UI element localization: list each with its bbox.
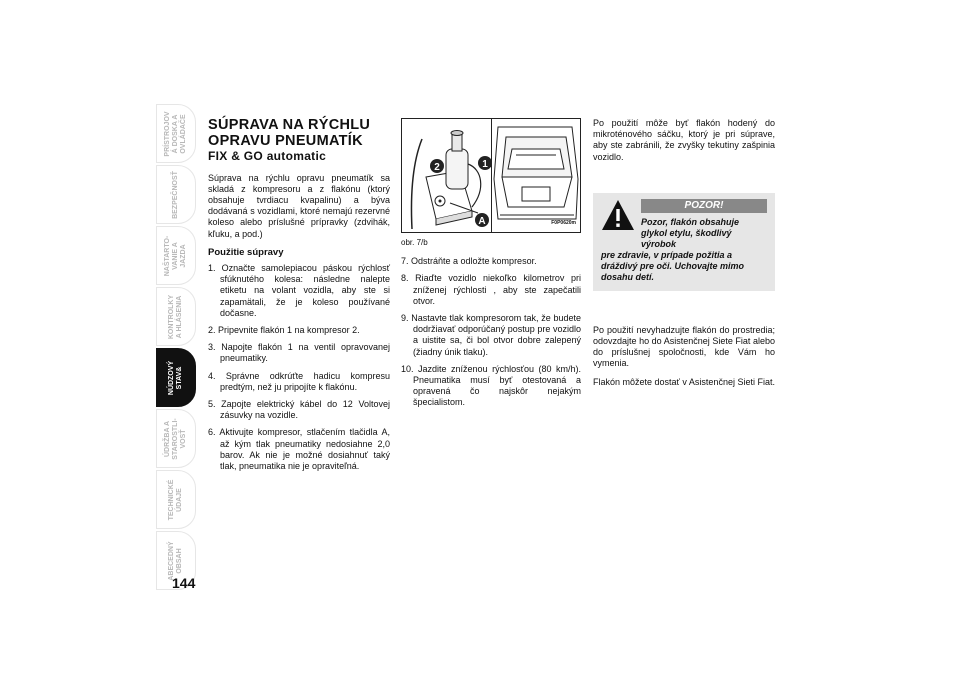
- step-item: 6. Aktivujte kompresor, stlačením tlačidla A, až kým tlak pneumatiky nedosiahne 2,0 barov. Ak nie je možné dosiahnuť taký tlak, pneumatika nie je opraviteľná.: [208, 427, 390, 471]
- usage-heading: Použitie súpravy: [208, 246, 284, 258]
- tab-label: ÚDRŽBA A STAROSTLI- VOSŤ: [164, 417, 187, 460]
- page-number: 144: [172, 575, 196, 591]
- intro-paragraph: Súprava na rýchlu opravu pneumatík sa skladá z kompresoru a z flakónu (ktorý obsahuje tvrdiacu kvapalinu) a býva dodávaná s vozidlami, ktoré nemajú rezervné koleso alebo príslušné prípravky (zdvihák, kľuku, a pod.): [208, 172, 390, 239]
- step-item: 1. Označte samolepiacou páskou rýchlosť sfúknutého kolesa: následne nalepte etiketu na volant vozidla, aby ste si zapamätali, že je koleso používané dočasne.: [208, 262, 390, 318]
- tab-nastartovanie[interactable]: [156, 226, 196, 285]
- chapter-tabs: [156, 104, 196, 592]
- figure-kit: [401, 118, 581, 233]
- tab-kontrolky[interactable]: [156, 287, 196, 346]
- figure-code: F0P0620m: [551, 219, 576, 226]
- tab-udrzba[interactable]: [156, 409, 196, 468]
- warning-lead: Pozor, flakón obsahuje glykol etylu, škodlivý výrobok: [641, 216, 740, 249]
- tab-label: NÚDZOVÝ STAV&: [168, 360, 183, 395]
- steps-list-2: [401, 256, 581, 408]
- step-item: 8. Riaďte vozidlo niekoľko kilometrov pri zníženej rýchlosti , aby ste zapečatili otvor.: [401, 273, 581, 306]
- disposal-paragraph: Po použití môže byť flakón hodený do mikroténového sáčku, ktorý je pri súprave, aby ste zabránili, že zvyšky tekutiny zašpinia vozidlo.: [593, 118, 775, 162]
- tab-pristrojova-doska[interactable]: [156, 104, 196, 163]
- step-item: 9. Nastavte tlak kompresorom tak, že budete dodržiavať odporúčaný postup pre vozidlo a uistite sa, či bol otvor dobre zalepený (žiadny únik tlaku).: [401, 313, 581, 357]
- disposal-paragraph-2: Po použití nevyhadzujte flakón do prostredia; odovzdajte ho do Asistenčnej Siete Fiat alebo do príslušnej spoločnosti, kde Vám ho vymenia.: [593, 324, 775, 369]
- availability-paragraph: Flakón môžete dostať v Asistenčnej Sieti Fiat.: [593, 376, 775, 387]
- title-line-1: SÚPRAVA NA RÝCHLU: [208, 117, 371, 133]
- tab-nudzovy-stav[interactable]: [156, 348, 196, 407]
- step-item: 5. Zapojte elektrický kábel do 12 Voltovej zásuvky na vozidle.: [208, 398, 390, 421]
- tab-label: ABECEDNÝ OBSAH: [168, 540, 183, 581]
- label-1: 1: [482, 159, 488, 170]
- tab-label: NAŠTARTO- VANIE A JAZDA: [164, 235, 187, 276]
- column-left: [208, 118, 390, 478]
- tab-technicke-udaje[interactable]: [156, 470, 196, 529]
- title-line-2: OPRAVU PNEUMATÍK: [208, 132, 363, 149]
- tab-label: PRÍSTROJOV Á DOSKA A OVLÁDAČE: [164, 110, 187, 157]
- figure-compressor-panel: [402, 119, 492, 232]
- warning-rest: pre zdravie, v prípade požitia a dráždivý pre oči. Uchovajte mimo dosahu detí.: [601, 249, 745, 282]
- label-2: 2: [434, 162, 440, 173]
- column-right: [593, 118, 775, 395]
- tab-bezpecnost[interactable]: [156, 165, 196, 224]
- tab-label: TECHNICKÉ ÚDAJE: [168, 479, 183, 520]
- column-middle: [401, 118, 581, 415]
- step-item: 4. Správne odkrúťte hadicu kompresu predtým, než ju pripojíte k flakónu.: [208, 370, 390, 392]
- warning-title: POZOR!: [641, 199, 767, 213]
- page-title: [208, 118, 390, 165]
- figure-trunk-panel: [492, 119, 581, 232]
- trunk-illustration: [492, 119, 581, 232]
- step-item: 2. Pripevnite flakón 1 na kompresor 2.: [208, 324, 360, 335]
- label-a: A: [478, 216, 486, 227]
- figure-caption: obr. 7/b: [401, 238, 428, 247]
- warning-box: [593, 193, 775, 291]
- step-item: 3. Napojte flakón 1 na ventil opravovanej pneumatiky.: [208, 342, 390, 364]
- title-line-3: FIX & GO automatic: [208, 149, 327, 163]
- warning-icon: [601, 199, 635, 231]
- tab-label: KONTROLKY A HLÁSENIA: [168, 294, 183, 339]
- steps-list-1: [208, 263, 390, 472]
- compressor-illustration: [402, 119, 491, 232]
- step-item: 7. Odstráňte a odložte kompresor.: [401, 256, 537, 267]
- step-item: 10. Jazdite zníženou rýchlosťou (80 km/h). Pneumatika musí byť otestovaná a opravená čo najskôr nejakým špecialistom.: [401, 363, 581, 408]
- tab-label: BEZPEČNOSŤ: [172, 170, 179, 219]
